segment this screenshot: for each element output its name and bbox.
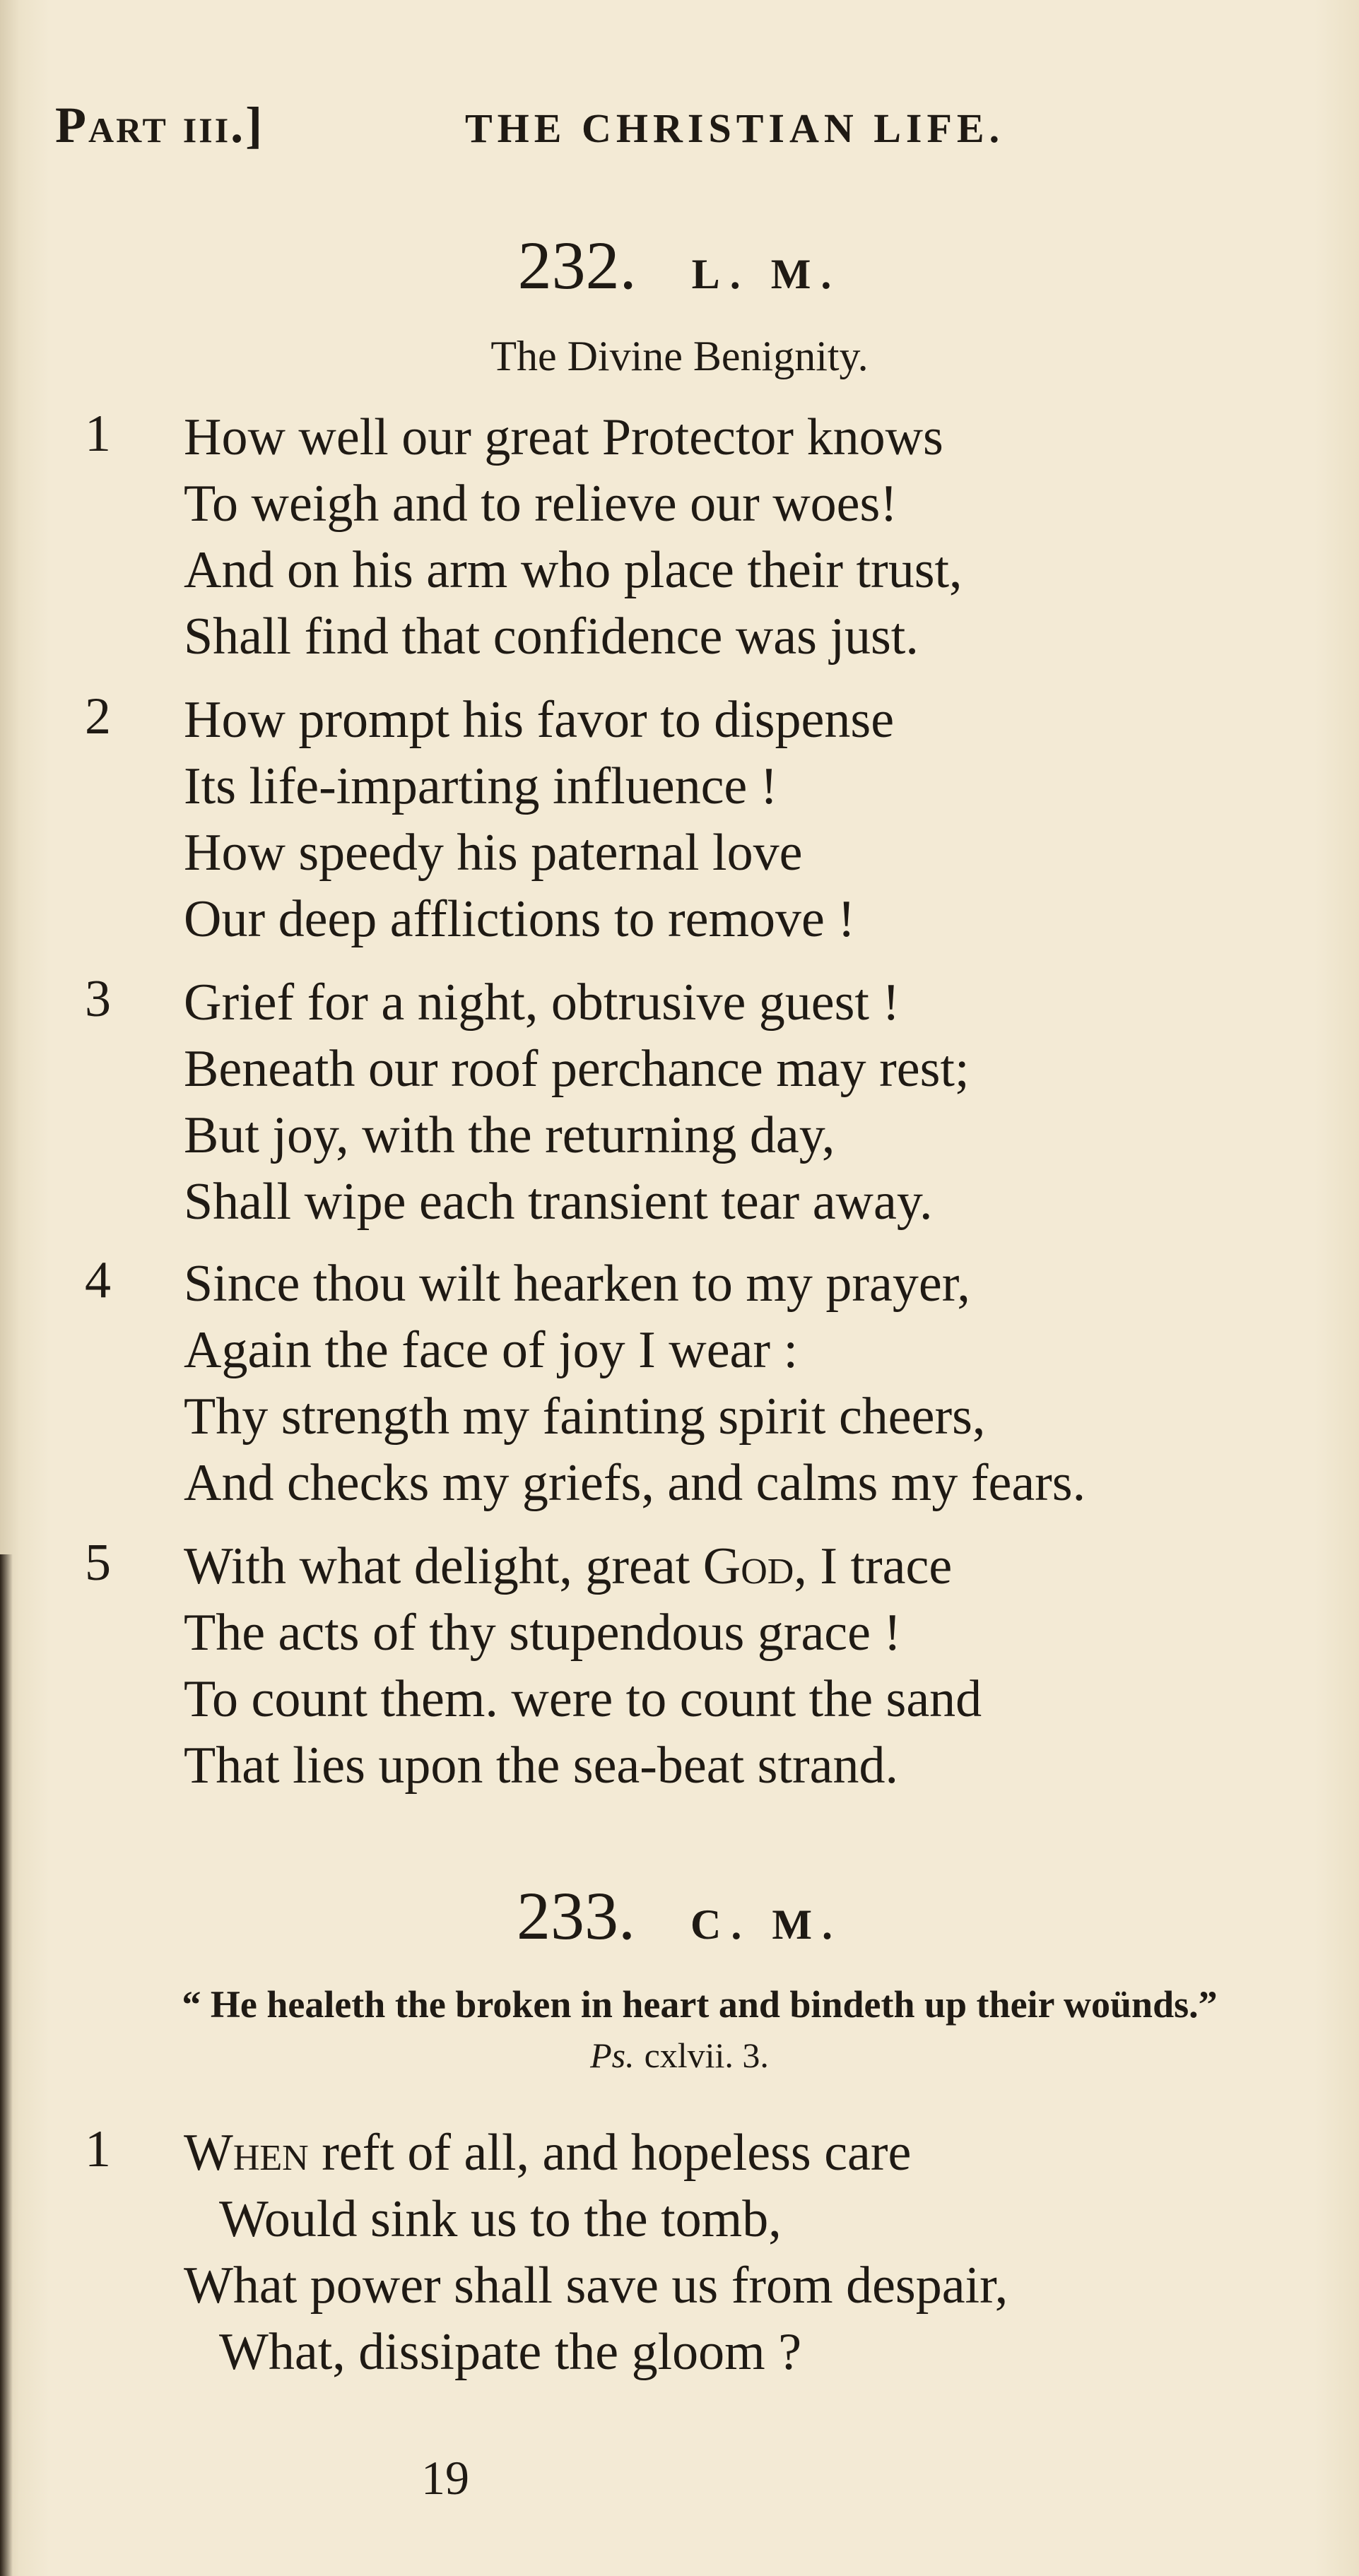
hymn-number: 233. [517,1878,636,1954]
hymn-233-heading [0,1877,1359,1955]
verse-line [106,2120,1336,2186]
verse-line: Thy strength my fainting spirit cheers, [184,1388,986,1446]
hymn-meter: C. M. [690,1901,842,1948]
hymn-meter: L. M. [691,251,842,297]
verse-line: Shall wipe each transient tear away. [184,1173,933,1231]
hymn-232-stanza-2 [85,687,1336,952]
running-header [55,96,1327,174]
verse-line: How well our great Protector knows [184,408,943,466]
citation-ref: cxlvii. 3. [644,2036,769,2075]
verse-line: What, dissipate the gloom ? [219,2323,802,2381]
verse-line: Since thou wilt hearken to my prayer, [184,1255,970,1313]
page-number: 19 [421,2451,469,2505]
hymn-232-stanza-1 [85,404,1336,670]
verse-line: That lies upon the sea-beat strand. [184,1737,898,1795]
verse-line: But joy, with the returning day, [184,1106,835,1164]
verse-line: Again the face of joy I wear : [184,1321,799,1379]
stanza-number: 1 [85,2120,111,2178]
verse-text: With what delight, great [184,1537,703,1595]
divine-name: God [702,1537,794,1595]
hymn-232-stanza-4 [85,1251,1336,1516]
part-label: Part iii.] [55,97,265,153]
stanza-number: 4 [85,1251,111,1309]
verse-line [106,1533,1336,1600]
verse-line: And on his arm who place their trust, [184,541,963,599]
stanza-number: 3 [85,970,111,1028]
verse-line: The acts of thy stupendous grace ! [184,1604,902,1662]
hymn-232-stanza-5 [85,1533,1336,1799]
verse-line: To count them. were to count the sand [184,1670,982,1728]
verse-line: Shall find that confidence was just. [184,608,919,666]
opening-word: When [184,2124,309,2182]
verse-line: Its life-imparting influence ! [184,757,778,815]
stanza-number: 1 [85,405,111,463]
hymn-number: 232. [517,228,637,303]
verse-line: Grief for a night, obtrusive guest ! [184,974,900,1032]
verse-line: What power shall save us from despair, [184,2257,1008,2315]
hymn-232-stanza-3 [85,969,1336,1235]
running-title: THE CHRISTIAN LIFE. [465,105,1005,151]
verse-line: Our deep afflictions to remove ! [184,890,856,948]
verse-text: reft of all, and hopeless care [308,2124,912,2182]
verse-line: Beneath our roof perchance may rest; [184,1040,970,1098]
verse-text: , I trace [794,1537,953,1595]
hymn-233-citation [0,2035,1359,2076]
hymn-233-stanza-1 [85,2120,1336,2385]
stanza-number: 5 [85,1534,111,1592]
verse-line: To weigh and to relieve our woes! [184,475,898,533]
verse-line: And checks my griefs, and calms my fears. [184,1454,1086,1512]
verse-line: How speedy his paternal love [184,824,803,882]
hymn-232-heading [0,226,1359,305]
verse-line: How prompt his favor to dispense [184,691,895,749]
hymn-232-subtitle: The Divine Benignity. [490,333,869,379]
citation-book: Ps. [590,2036,635,2075]
stanza-number: 2 [85,687,111,745]
hymn-233-epigraph: “ He healeth the broken in heart and bindeth up their woünds.” [182,1983,1218,2026]
verse-line: Would sink us to the tomb, [219,2190,782,2248]
